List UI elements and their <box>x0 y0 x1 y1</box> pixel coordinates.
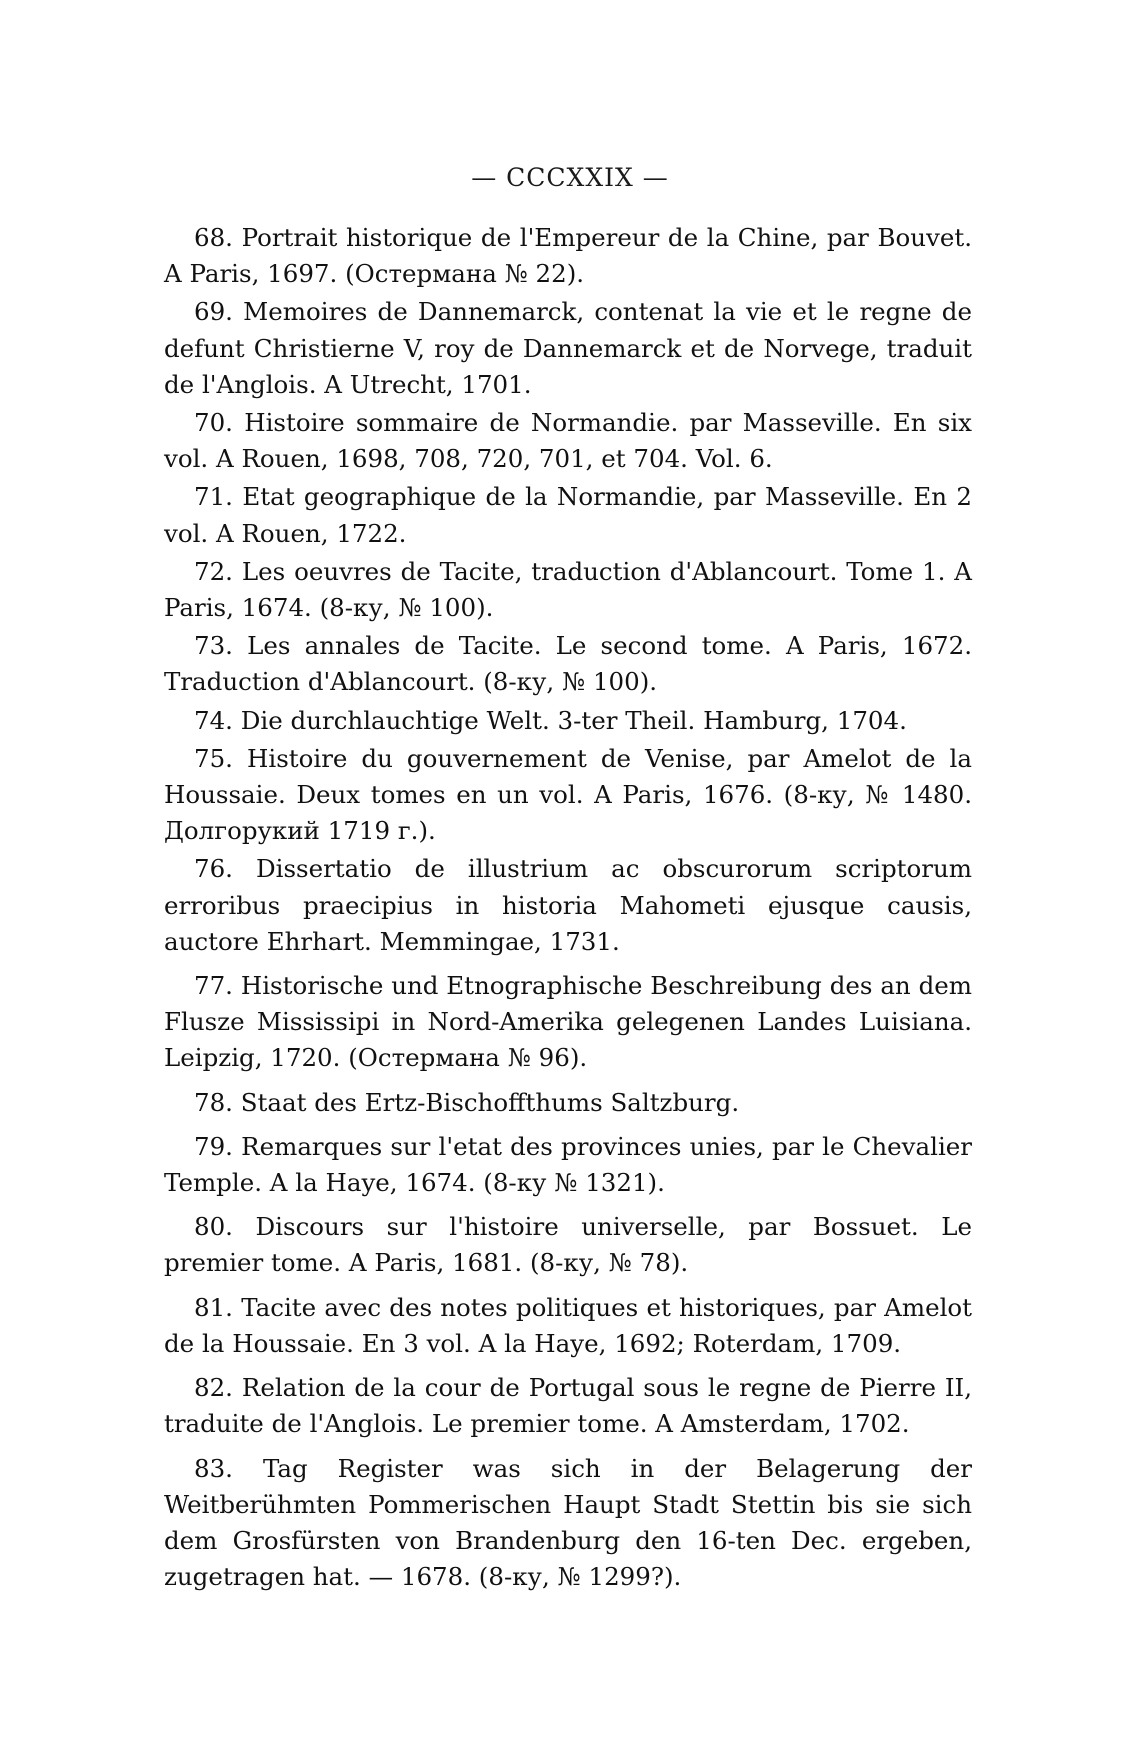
entry-number: 80. <box>194 1212 233 1242</box>
entry-number: 83. <box>194 1453 233 1483</box>
entry-text: Histoire sommaire de Normandie. par Masseville. En six vol. A Rouen, 1698, 708, 720, 701, et 704. Vol. 6. <box>164 408 972 474</box>
entry-text: Les annales de Tacite. Le second tome. A Paris, 1672. Traduction d'Ablancourt. (8-ку, № 100). <box>164 631 972 697</box>
entry-number: 73. <box>194 631 233 661</box>
entry-number: 77. <box>194 971 233 1001</box>
catalog-entry <box>164 294 972 403</box>
entry-number: 74. <box>194 705 233 735</box>
catalog-entry <box>164 220 972 292</box>
entry-text: Tag Register was sich in der Belagerung der Weitberühmten Pommerischen Haupt Stadt Stettin bis sie sich dem Grosfürsten von Brandenburg den 16-ten Dec. ergeben, zugetragen hat. — 1678. (8-ку, № 1299?). <box>164 1453 972 1592</box>
entry-number: 69. <box>194 297 233 327</box>
entry-text: Dissertatio de illustrium ac obscurorum scriptorum erroribus praecipius in historia Mahometi ejusque causis, auctore Ehrhart. Memmingae, 1731. <box>164 854 972 956</box>
entry-text: Remarques sur l'etat des provinces unies, par le Chevalier Temple. A la Haye, 1674. (8-ку № 1321). <box>164 1131 972 1198</box>
catalog-entry <box>164 968 972 1077</box>
entry-number: 79. <box>194 1131 233 1161</box>
entry-text: Die durchlauchtige Welt. 3-ter Theil. Hamburg, 1704. <box>240 705 907 735</box>
entry-text: Tacite avec des notes politiques et historiques, par Amelot de la Houssaie. En 3 vol. A la Haye, 1692; Roterdam, 1709. <box>164 1292 972 1358</box>
entry-text: Relation de la cour de Portugal sous le regne de Pierre II, traduite de l'Anglois. Le premier tome. A Amsterdam, 1702. <box>164 1373 972 1439</box>
catalog-entry <box>164 703 972 739</box>
entry-text: Etat geographique de la Normandie, par Masseville. En 2 vol. A Rouen, 1722. <box>164 482 972 548</box>
entry-text: Histoire du gouvernement de Venise, par Amelot de la Houssaie. Deux tomes en un vol. A Paris, 1676. (8-ку, № 1480. Долгорукий 1719 г.). <box>164 743 972 846</box>
entry-number: 78. <box>194 1087 233 1117</box>
entry-text: Historische und Etnographische Beschreibung des an dem Flusze Mississipi in Nord-Amerika gelegenen Landes Luisiana. Leipzig, 1720. (Остермана № 96). <box>164 971 972 1073</box>
entry-text: Discours sur l'histoire universelle, par Bossuet. Le premier tome. A Paris, 1681. (8-ку, № 78). <box>164 1212 972 1278</box>
entry-number: 82. <box>194 1373 233 1403</box>
entry-number: 70. <box>194 408 233 438</box>
catalog-entry <box>164 479 972 551</box>
catalog-entry <box>164 1451 972 1596</box>
entry-number: 76. <box>194 854 233 884</box>
page-number-header: — CCCXXIX — <box>471 163 669 192</box>
catalog-entry <box>164 628 972 700</box>
entry-text: Les oeuvres de Tacite, traduction d'Ablancourt. Tome 1. A Paris, 1674. (8-ку, № 100). <box>164 556 972 623</box>
entry-number: 72. <box>194 556 233 586</box>
entry-text: Memoires de Dannemarck, contenat la vie et le regne de defunt Christierne V, roy de Dannemarck et de Norvege, traduit de l'Anglois. A Utrecht, 1701. <box>164 297 972 399</box>
catalog-entry <box>164 1085 972 1121</box>
entry-number: 75. <box>194 743 233 773</box>
catalog-entries <box>164 220 972 1597</box>
catalog-entry <box>164 851 972 960</box>
catalog-entry <box>164 1129 972 1201</box>
entry-number: 68. <box>194 223 233 252</box>
entry-text: Portrait historique de l'Empereur de la Chine, par Bouvet. A Paris, 1697. (Остермана № 22). <box>164 223 972 289</box>
catalog-entry <box>164 554 972 626</box>
catalog-entry <box>164 405 972 477</box>
entry-number: 81. <box>194 1292 233 1322</box>
catalog-entry <box>164 741 972 850</box>
catalog-entry <box>164 1290 972 1362</box>
entry-number: 71. <box>194 482 233 512</box>
catalog-entry <box>164 1370 972 1442</box>
catalog-entry <box>164 1209 972 1281</box>
entry-text: Staat des Ertz-Bischoffthums Saltzburg. <box>240 1087 740 1117</box>
